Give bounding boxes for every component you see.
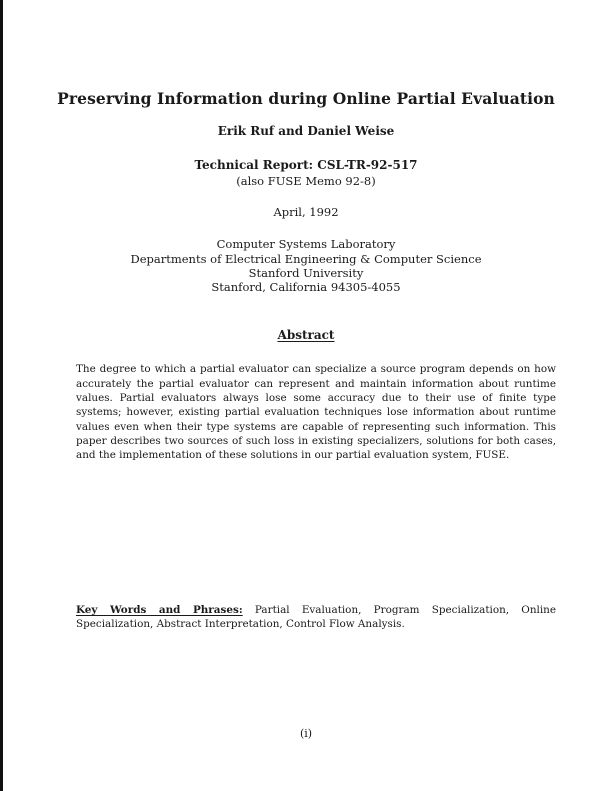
keywords-text: Partial Evaluation, Program Specialization, Online Specialization, Abstract Interpretation, Control Flow Analysis. [76, 604, 556, 631]
abstract-text: The degree to which a partial evaluator can specialize a source program depends on how accurately the partial evaluator can represent and maintain information about runtime values. Partial evaluators always lose some accuracy due to their use of finite type systems; however, existing partial evaluation techniques lose information about runtime values even when their type systems are capable of representing such information. This paper describes two sources of such loss in existing specializers, solutions for both cases, and the implementation of these solutions in our partial evaluation system, FUSE. [76, 363, 556, 462]
page-number: (i) [299, 727, 313, 740]
publication-date: April, 1992 [273, 205, 339, 219]
abstract-heading-wrap [0, 328, 612, 342]
technical-report-number: Technical Report: CSL-TR-92-517 [194, 158, 418, 172]
affiliation-lab: Computer Systems Laboratory [216, 237, 396, 251]
paper-title: Preserving Information during Online Partial Evaluation [57, 89, 555, 108]
authors: Erik Ruf and Daniel Weise [217, 124, 395, 138]
keywords-label: Key Words and Phrases: [76, 604, 243, 616]
page-edge-border [0, 0, 3, 791]
affiliation-departments: Departments of Electrical Engineering & Computer Science [130, 252, 482, 266]
affiliation-address: Stanford, California 94305-4055 [211, 280, 401, 294]
abstract-heading: Abstract [277, 328, 335, 342]
affiliation-university: Stanford University [248, 266, 364, 280]
keywords-section [76, 603, 556, 632]
memo-number: (also FUSE Memo 92-8) [236, 174, 376, 188]
